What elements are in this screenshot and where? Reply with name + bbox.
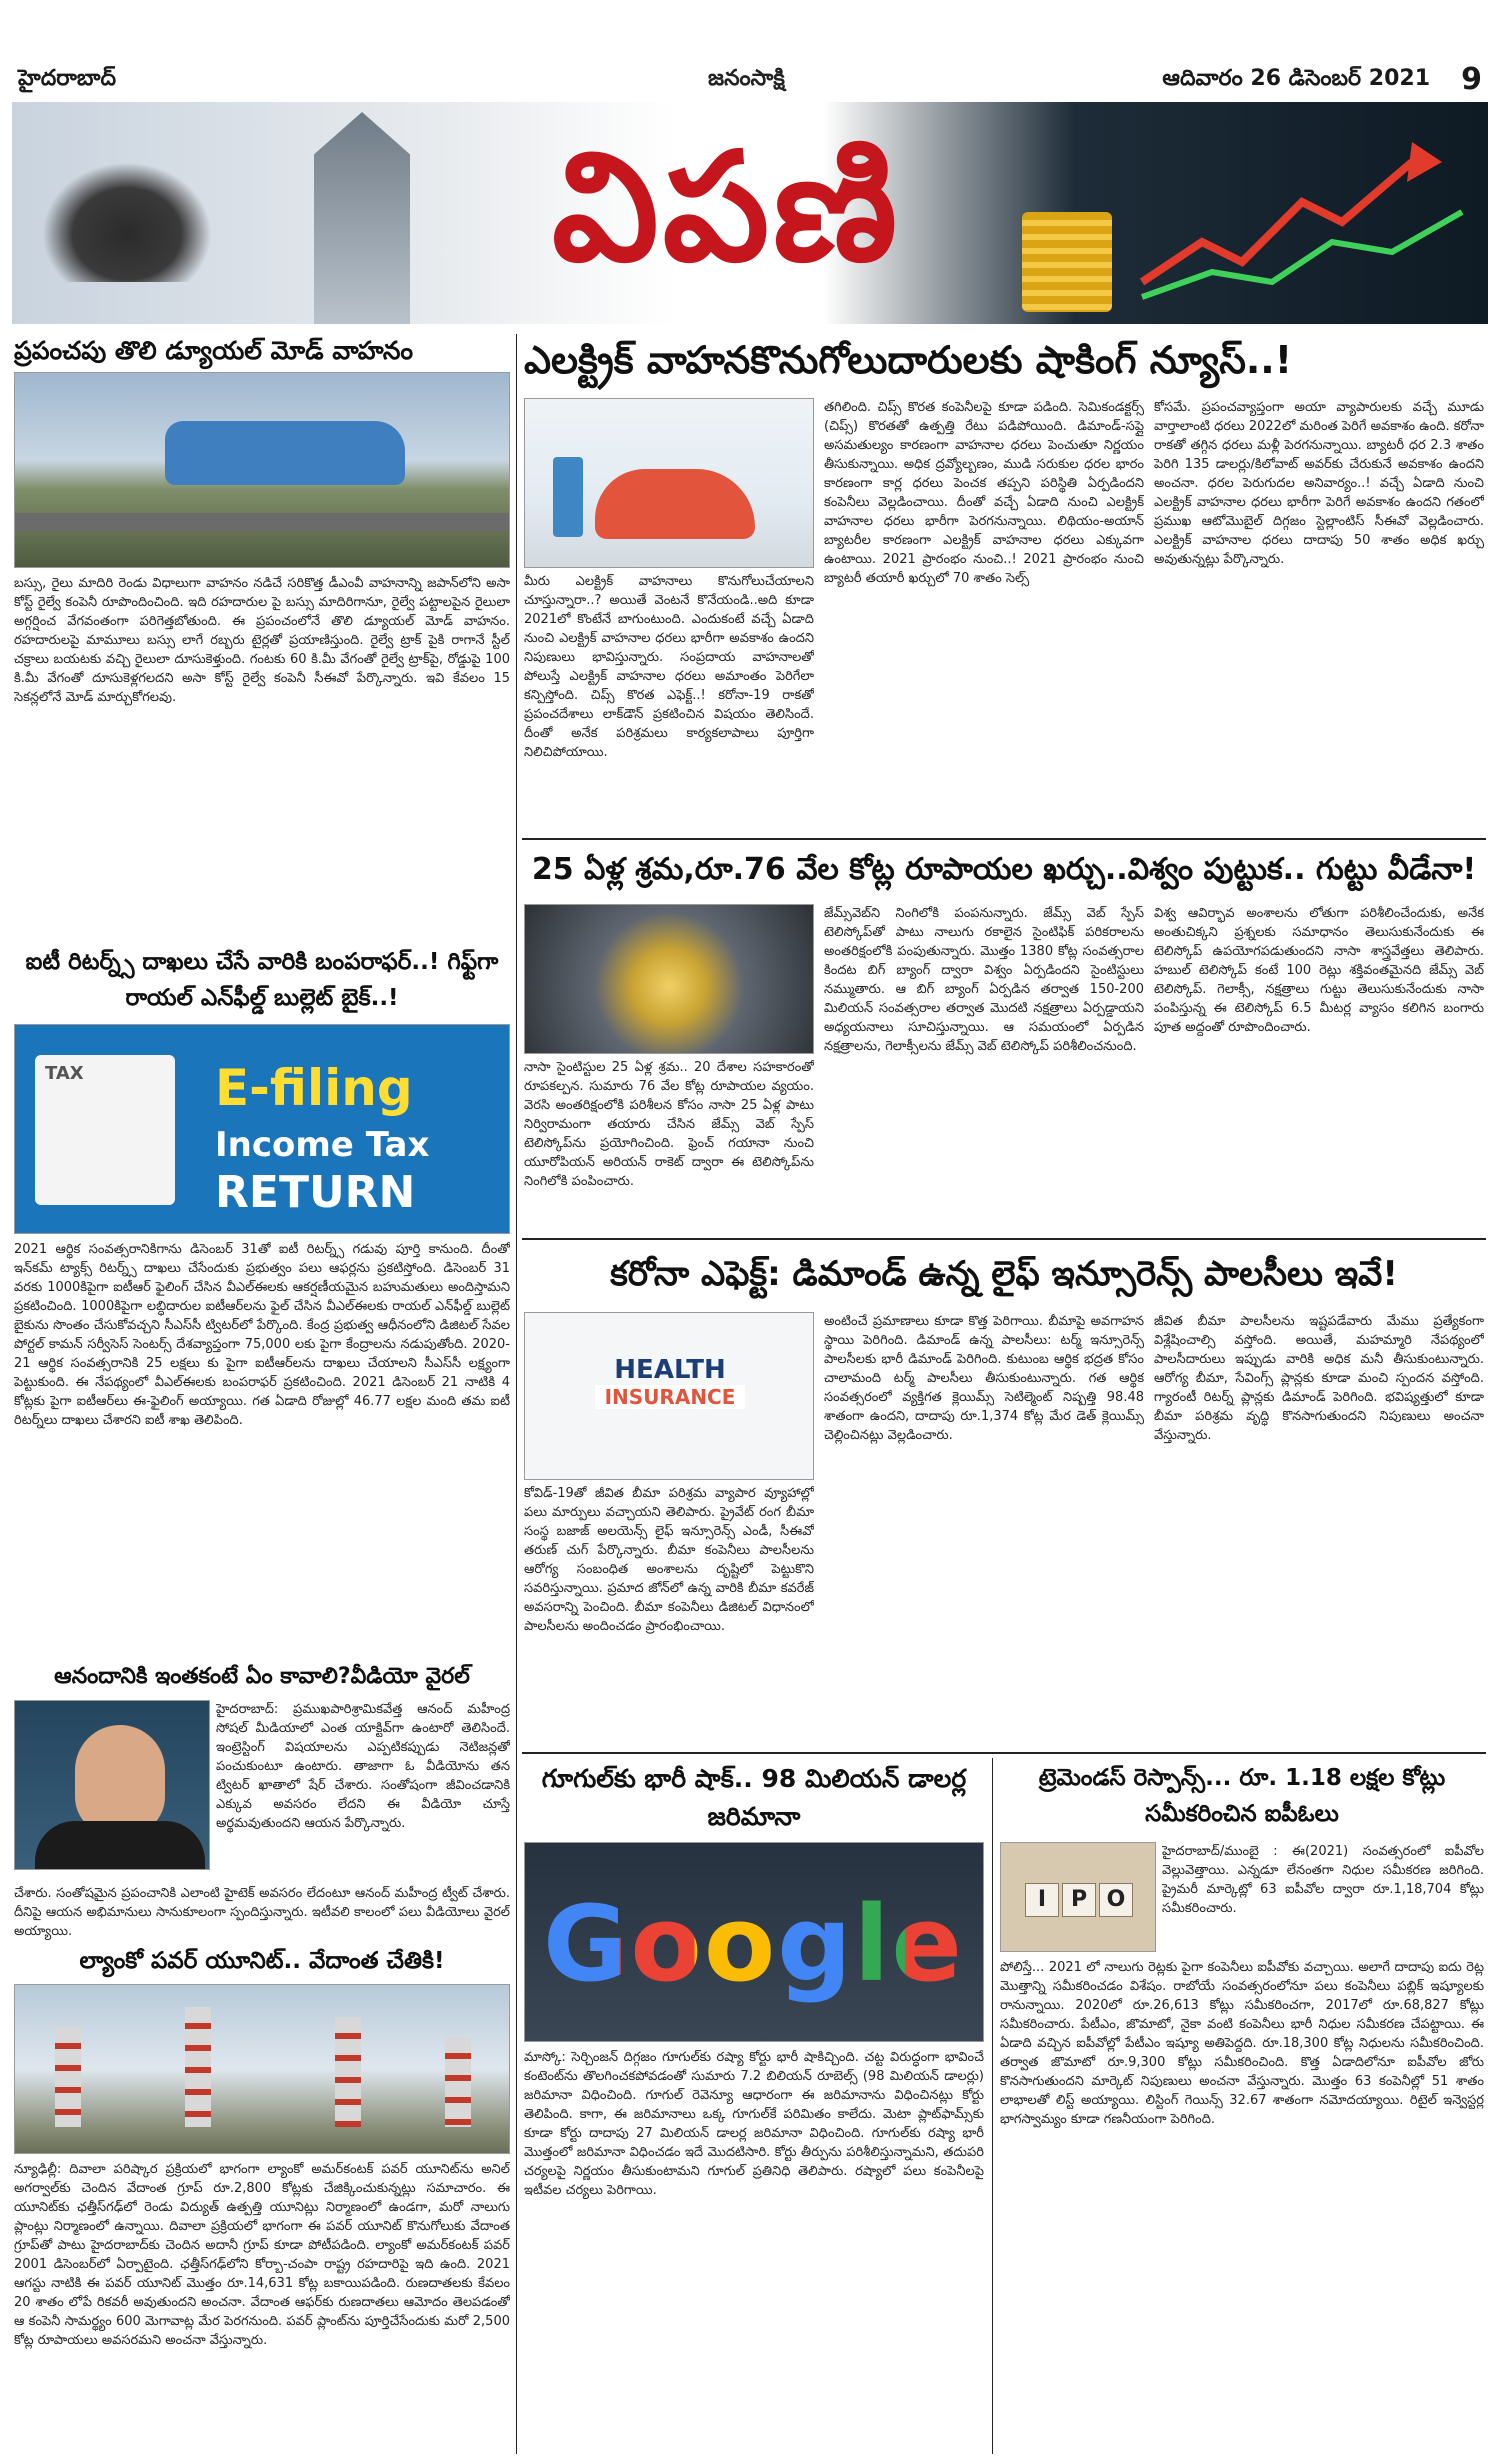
- letter-block: O: [1099, 1883, 1133, 1917]
- article-dual-mode-body: బస్సు, రైలు మాదిరి రెండు విధాలుగా వాహనం నడిచే సరికొత్త డీఎంవీ వాహనాన్ని జపాన్‌లోని అసా కోస్ట్ రైల్వే కంపెనీ రూపొందించింది. ఇది రహదారుల పై బస్సు మాదిరిగానూ, రైల్వే పట్టాలపైన రైలులా అగ్గర్షించ వేగవంతంగా పరిగెత్తబోతుంది. ఈ ప్రపంచంలోనే తొలి డ్యూయల్ మోడ్ వాహనం. రహదారులపై మామూలు బస్సు లాగే రబ్బరు టైర్లతో ప్రయాణిస్తుంది. రైల్వే ట్రాక్ పైకి రాగానే స్టీల్ చక్రాలు బయటకు వచ్చి రైలులా దూసుకెళ్తుంది. గంటకు 60 కి.మీ వేగంతో రైల్వే ట్రాక్‌పై, రోడ్డుపై 100 కి.మీ వేగంతో దూసుకెళ్లగలదని అసా కోస్ట్ రైల్వే కంపెనీ సీఈవో పేర్కొన్నారు. ఇవి కేవలం 15 సెకన్లలోనే మోడ్ మార్చుకోగలవు.: [14, 576, 510, 705]
- efiling-word: E-filing: [215, 1059, 413, 1117]
- section-divider: [522, 1752, 1486, 1754]
- ipo-blocks-photo: [1000, 1842, 1156, 1952]
- section-title: విపణి: [552, 121, 902, 295]
- article-covid-col1: కోవిడ్-19తో జీవిత బీమా పరిశ్రమ వ్యాపార వ్యూహాల్లో పలు మార్పులు వచ్చాయని తెలిపారు. ప్రైవేట్ రంగ బీమా సంస్థ బజాజ్ అలయెన్స్ లైఫ్ ఇన్సూరెన్స్ ఎండీ, సీఈవో తరుణ్ చుగ్ పేర్కొన్నారు. బీమా కంపెనీలు పాలసీలను ఆరోగ్య సంబంధిత అంశాలను దృష్టిలో పెట్టుకొని సవరిస్తున్నాయి. ప్రమాద జోన్‌లో ఉన్న వారికి బీమా కవరేజ్ అవసరాన్ని పెంచింది. బీమా కంపెనీలు డిజిటల్ విధానంలో పాలసీలను అందించడం ప్రారంభించాయి.: [524, 1486, 814, 1634]
- article-ipo-intro: హైదరాబాద్/ముంబై : ఈ(2021) సంవత్సరంలో ఐపీవోల వెల్లువెత్తాయి. ఎన్నడూ లేనంతగా నిధుల సమీకరణ జరిగింది. ప్రైమరీ మార్కెట్లో 63 ఐపీవోల ద్వారా రూ.1,18,704 కోట్లు సమీకరించారు.: [1162, 1844, 1484, 1916]
- article-ev-col1: మీరు ఎలక్ట్రిక్ వాహనాలు కొనుగోలుచేయాలని చూస్తున్నారా..? అయితే వెంటనే కొనేయండి..అది కూడా 2021లో కొంటేనే బాగుంటుంది. ఎందుకంటే వచ్చే ఏడాది నుంచి ఎలక్ట్రిక్ వాహనాల ధరలు భారీగా అవకాశం ఉందని నిపుణులు భావిస్తున్నారు. సంప్రదాయ వాహనాలతో పోలుస్తే ఎలక్ట్రిక్ వాహనాల ధరలు అమాంతం పెరిగేలా కన్పిస్తోంది. చిప్స్ కొరత ఎఫెక్ట్..! కరోనా-19 రాకతో ప్రపంచదేశాలు లాక్‌డౌన్ ప్రకటించిన విషయం తెలిసిందే. దీంతో అనేక పరిశ్రమలు కార్యకలాపాలు పూర్తిగా నిలిచిపోయాయి.: [524, 574, 814, 760]
- tax-tag: TAX: [45, 1063, 84, 1084]
- masthead-date: ఆదివారం 26 డిసెంబర్ 2021: [1162, 66, 1430, 91]
- chimney-shape: [55, 2027, 81, 2127]
- return-word: RETURN: [215, 1167, 416, 1218]
- section-divider: [522, 838, 1486, 840]
- article-ev-col2: తగిలింది. చిప్స్ కొరత కంపెనీలపై కూడా పడింది. సెమికండక్టర్స్ (చిప్స్) కొరతతో ఉత్పత్తి రేటు పడిపోయింది. డిమాండ్-సప్లై అసమతుల్యం కారణంగా వాహనాల ధరలు పెంచుతూ నిర్ణయం తీసుకున్నాయి. అధిక ద్రవ్యోల్బణం, ముడి సరుకుల ధరల భారం కారణంగా కార్ల ధరలు పెంచక తప్పని పరిస్థితి ఏర్పడిందని కంపెనీలు వెల్లడించాయి. దీంతో వచ్చే ఏడాది నుంచి ఎలక్ట్రిక్ వాహనాల ధరలు భారీగా పెరగనున్నాయి. లిథియం-అయాన్ బ్యాటరీల కారణంగా ఎలక్ట్రిక్ వాహనాల ధరలు ఎక్కువగా ఉంటాయి. 2021 ప్రారంభం నుంచి..! 2021 ప్రారంభం నుంచి బ్యాటరీ తయారీ ఖర్చులో 70 శాతం సెల్స్: [824, 400, 1144, 586]
- efiling-photo: [14, 1024, 510, 1234]
- telescope-photo: [524, 904, 814, 1054]
- page-number: 9: [1461, 62, 1482, 97]
- masthead-paper-name: జనంసాక్షి: [708, 66, 785, 91]
- article-ev-col3: కోసమే. ప్రపంచవ్యాప్తంగా అయా వ్యాపారులకు వచ్చే మూడు వార్తాలాంటి ధరలు 2022లో మరింత పెరిగే అవకాశం ఉంది. కరోనా రాకతో తగ్గిన ధరలు మళ్లీ పెరగనున్నాయి. బ్యాటరీ ధర 2.3 శాతం పెరిగి 135 డాలర్లు/కిలోవాట్ అవర్‌కు చేరుకునే అవకాశం ఉందని అంచనా. ధరల పెరుగుదల అనివార్యం..! వచ్చే ఏడాది నుంచి ఎలక్ట్రిక్ వాహనాల ధరలు భారీగా పెరిగే అవకాశం ఉందని గతంలో ప్రముఖ ఆటోమొబైల్ దిగ్గజం స్టెల్లాంటిస్ సీఈవో వెల్లడించారు. ఎలక్ట్రిక్ వాహనాల ధరలు దాదాపు 50 శాతం అధిక ఖర్చు అవుతున్నట్లు పేర్కొన్నారు.: [1154, 400, 1484, 567]
- column-divider: [516, 334, 517, 2454]
- google-logo: Google: [543, 1883, 964, 2005]
- headline-covid-insurance: కరోనా ఎఫెక్ట్: డిమాండ్ ఉన్న లైఫ్ ఇన్సూరెన్స్ పాలసీలు ఇవే!: [610, 1254, 1398, 1294]
- stock-exchange-building-illustration: [282, 112, 442, 324]
- article-anand-body: హైదరాబాద్: ప్రముఖపారిశ్రామికవేత్త ఆనంద్ మహీంద్ర సోషల్ మీడియాలో ఎంత యాక్టివ్‌గా ఉంటారో తెలిసిందే. ఇంట్రెస్టింగ్ విషయాలను ఎప్పటికప్పుడు నెటిజన్లతో పంచుకుంటూ ఉంటారు. తాజాగా ఓ వీడియోను తన ట్విటర్ ఖాతాలో షేర్ చేశారు. సంతోషంగా జీవించడానికి ఎక్కువ అవసరం లేదని ఈ వీడియో చూస్తే అర్థమవుతుందని ఆయన పేర్కొన్నారు.: [216, 1702, 510, 1831]
- rail-track-shape: [15, 513, 509, 531]
- health-insurance-photo: [524, 1312, 814, 1480]
- headline-google-fine: గూగుల్‌కు భారీ షాక్.. 98 మిలియన్ డాలర్ల జరిమానా: [541, 1764, 967, 1831]
- car-icon: [595, 469, 755, 539]
- dual-mode-vehicle-photo: [14, 372, 510, 568]
- portrait-suit: [35, 1821, 205, 1870]
- article-jwst-col3: విశ్వ ఆవిర్భావ అంశాలను లోతుగా పరిశీలించేందుకు, అనేక అంతుచిక్కని ప్రశ్నలకు సమాధానం తెలుసుకునేందుకు ఈ టెలిస్కోప్ ఉపయోగపడుతుందని నాసా శాస్త్రవేత్తలు తెలిపారు. హబుల్ టెలిస్కోప్ కంటే 100 రెట్లు శక్తివంతమైనది జేమ్స్ వెబ్ టెలిస్కోప్. గెలాక్సీ, నక్షత్రాలు గుట్టు తెలుసుకునేందుకు నాసా పంపిస్తున్న ఈ టెలిస్కోప్ 6.5 మీటర్ల వ్యాసం కలిగిన బంగారు పూత అద్దంతో రూపొందించారు.: [1154, 906, 1484, 1035]
- headline-ipo: ట్రెమెండస్ రెస్పాన్స్... రూ. 1.18 లక్షల కోట్లు సమీకరించిన ఐపీఓలు: [1038, 1765, 1446, 1827]
- headline-ev-news: ఎలక్ట్రిక్ వాహనకొనుగోలుదారులకు షాకింగ్ న్యూస్..!: [524, 338, 1293, 382]
- article-covid-col3: జీవిత బీమా పాలసీలను ఇష్టపడేవారు మేము ప్రత్యేకంగా విశ్లేషించాల్సి వస్తోంది. అయితే, మహమ్మారి నేపథ్యంలో పాలసీదారులు ఇప్పుడు వారికి అధిక మనీ తీసుకుంటున్నారు. ఆరోగ్య బీమా, సేవింగ్స్ ప్లాన్లకు కూడా మంచి స్పందన వస్తోంది. గ్యారంటీ రిటర్న్ ప్లాన్లకు డిమాండ్ పెరిగింది. భవిష్యత్తులో కూడా బీమా పరిశ్రమ వృద్ధి కొనసాగుతుందని నిపుణులు అంచనా వేస్తున్నారు.: [1154, 1314, 1484, 1443]
- stock-chart-illustration: [1132, 122, 1482, 312]
- bus-shape: [165, 421, 405, 485]
- headline-dual-mode: ప్రపంచపు తొలి డ్యూయల్ మోడ్ వాహనం: [14, 336, 414, 365]
- power-plant-photo: [14, 1984, 510, 2154]
- charging-station-icon: [553, 457, 583, 537]
- column-divider: [992, 1758, 993, 2454]
- section-banner: [12, 102, 1488, 324]
- chimney-shape: [445, 2037, 471, 2127]
- headline-itr-offer: ఐటీ రిటర్న్స్ దాఖలు చేసే వారికి బంపరాఫర్..! గిఫ్ట్‌గా రాయల్ ఎన్‌ఫీల్డ్ బుల్లెట్ బైక్..!: [25, 949, 499, 1011]
- chimney-shape: [335, 2017, 361, 2127]
- article-jwst-col2: జేమ్స్‌వెబ్‌ని నింగిలోకి పంపనున్నారు. జేమ్స్ వెబ్ స్పేస్ టెలిస్కోప్‌తో పాటు నాలుగు రకాలైన సైంటిఫిక్ పరికరాలను అంతరిక్షంలోకి పంపుతున్నారు. మొత్తం 1380 కోట్ల సంవత్సరాల కిందట బిగ్ బ్యాంగ్ ద్వారా విశ్వం ఏర్పడిందని సైంటిస్టులు నమ్ముతారు. ఆ బిగ్ బ్యాంగ్ ఏర్పడిన తర్వాత 150-200 మిలియన్ సంవత్సరాల తర్వాత మొదటి నక్షత్రాలు ఏర్పడ్డాయని అధ్యయనాలు సూచిస్తున్నాయి. ఆ సమయంలో ఏర్పడిన నక్షత్రాలను, గెలాక్సీలను జేమ్స్ వెబ్ టెలిస్కోప్ పరిశీలించనుంది.: [824, 906, 1144, 1054]
- headline-anand-mahindra: ఆనందానికి ఇంతకంటే ఏం కావాలి?వీడియో వైరల్: [54, 1664, 470, 1689]
- anand-mahindra-photo: [14, 1700, 210, 1870]
- bull-illustration: [42, 162, 212, 282]
- article-lanco-body: న్యూఢిల్లీ: దివాలా పరిష్కార ప్రక్రియలో భాగంగా ల్యాంకో అమర్‌కంటక్ పవర్ యూనిట్‌ను అనిల్ అగర్వాల్‌కు చెందిన వేదాంత గ్రూప్ రూ.2,800 కోట్లకు చేజిక్కించుకున్నట్లు సమాచారం. ఈ యూనిట్‌కు ఛత్తీస్‌గఢ్‌లో రెండు విద్యుత్ ఉత్పత్తి యూనిట్లు నిర్మాణంలో ఉండగా, మరో నాలుగు ప్లాంట్లు నిర్మాణంలో ఉన్నాయి. దివాలా ప్రక్రియలో భాగంగా ఈ పవర్ యూనిట్ కొనుగోలుకు వేదాంత గ్రూప్‌తో పాటు హైదరాబాద్‌కు చెందిన అదానీ గ్రూప్ కూడా పోటీపడింది. ల్యాంకో అమర్‌కంటక్ పవర్ 2001 డిసెంబర్‌లో ఏర్పాటైంది. ఛత్తీస్‌గఢ్‌లోని కోర్బా-చంపా రాష్ట్ర రహదారిపై ఇది ఉంది. 2021 ఆగస్టు నాటికి ఈ పవర్ యూనిట్ మొత్తం రూ.14,631 కోట్ల బకాయిపడింది. రుణదాతలకు కేవలం 20 శాతం లోపే రికవరీ అవుతుందని అంచనా. వేదాంత ఆఫర్‌కు రుణదాతలు ఆమోదం తెలపడంతో ఆ కంపెనీ సామర్థ్యం 600 మెగావాట్ల మేర పెరగనుంది. పవర్ ప్లాంట్‌ను పూర్తిచేసేందుకు మరో 2,500 కోట్ల రూపాయలు అవసరమని అంచనా వేస్తున్నారు.: [14, 2162, 510, 2348]
- masthead-city: హైదరాబాద్: [18, 66, 116, 91]
- article-covid-col2: అంటించే ప్రమాణాలు కూడా కొత్త పెరిగాయి. బీమాపై అవగాహన స్థాయి పెరిగింది. డిమాండ్ ఉన్న పాలసీలు: టర్మ్ ఇన్సూరెన్స్ పాలసీలకు భారీ డిమాండ్ పెరిగింది. కుటుంబ ఆర్థిక భద్రత కోసం చాలామంది టర్మ్ పాలసీలు తీసుకుంటున్నారు. గత ఆర్థిక సంవత్సరంలో వ్యక్తిగత క్లెయిమ్స్ సెటిల్మెంట్ నిష్పత్తి 98.48 శాతంగా ఉందని, దాదాపు రూ.1,374 కోట్ల మేర డెత్ క్లెయిమ్స్ చెల్లించినట్లు వెల్లడించారు.: [824, 1314, 1144, 1443]
- ev-car-photo: [524, 398, 814, 568]
- letter-block: P: [1062, 1883, 1096, 1917]
- income-tax-word: Income Tax: [215, 1125, 430, 1165]
- letter-block: I: [1025, 1883, 1059, 1917]
- article-ipo-body: పోలిస్తే... 2021 లో నాలుగు రెట్లకు పైగా కంపెనీలు ఐపీవోకు వచ్చాయి. అలాగే దాదాపు ఐదు రెట్ల మొత్తాన్ని సమీకరించడం విశేషం. రాబోయే సంవత్సరంలోనూ పలు కంపెనీలు పబ్లిక్ ఇష్యూలకు రానున్నాయి. 2020లో రూ.26,613 కోట్లు సమీకరించగా, 2017లో రూ.68,827 కోట్లు సమీకరించారు. పేటీఎం, జొమాటో, నైకా వంటి కంపెనీలు భారీ నిధుల సమీకరణ చేపట్టాయి. ఈ ఏడాది వచ్చిన ఐపీవోల్లో పేటీఎం ఇష్యూ అతిపెద్దది. రూ.18,300 కోట్ల నిధులను సమీకరించింది. తర్వాత జొమాటో రూ.9,300 కోట్లు సమీకరించింది. కొత్త ఏడాదిలోనూ ఐపీవోల జోరు కొనసాగుతుందని మార్కెట్ నిపుణులు అంచనా వేస్తున్నారు. మొత్తం 63 కంపెనీల్లో 51 శాతం లాభాలతో లిస్ట్ అయ్యాయి. లిస్టింగ్ గెయిన్స్ 32.67 శాతంగా నమోదయ్యాయి. రిటైల్ ఇన్వెస్టర్ల భాగస్వామ్యం కూడా గణనీయంగా పెరిగింది.: [1000, 1960, 1484, 2127]
- health-word: HEALTH: [614, 1355, 726, 1385]
- masthead: [18, 62, 1482, 100]
- headline-lanco-power: ల్యాంకో పవర్ యూనిట్.. వేదాంత చేతికి!: [79, 1948, 445, 1974]
- article-anand-tail: చేశారు. సంతోషమైన ప్రపంచానికి ఎలాంటి హైటెక్ అవసరం లేదంటూ ఆనంద్ మహీంద్ర ట్వీట్ చేశారు. దీనిపై ఆయన అభిమానులు సానుకూలంగా స్పందిస్తున్నారు. ఇటీవలి కాలంలో పలు వీడియోలు వైరల్ అయ్యాయి.: [14, 1886, 510, 1939]
- calculator-icon: [35, 1055, 175, 1205]
- coin-stack-illustration: [1022, 212, 1112, 312]
- chimney-shape: [185, 2007, 211, 2127]
- section-divider: [522, 1238, 1486, 1240]
- article-jwst-col1: నాసా సైంటిస్టుల 25 ఏళ్ల శ్రమ.. 20 దేశాల సహకారంతో రూపకల్పన. సుమారు 76 వేల కోట్ల రూపాయల వ్యయం. వెరసి అంతరిక్షంలోకి పరిశీలన కోసం నాసా 25 ఏళ్ల పాటు నిర్విరామంగా తయారు చేసిన జేమ్స్ వెబ్ స్పేస్ టెలిస్కోప్‌ను ప్రయోగించింది. ఫ్రెంచ్ గయానా నుంచి యూరోపియన్ అరియన్ రాకెట్ ద్వారా ఈ టెలిస్కోప్‌ను నింగిలోకి పంపించారు.: [524, 1060, 814, 1189]
- headline-jwst: 25 ఏళ్ల శ్రమ,రూ.76 వేల కోట్ల రూపాయల ఖర్చు..విశ్వం పుట్టుక.. గుట్టు వీడేనా!: [531, 852, 1477, 887]
- article-google-body: మాస్కో: సెర్చింజన్ దిగ్గజం గూగుల్‌కు రష్యా కోర్టు భారీ షాకిచ్చింది. చట్ట విరుద్ధంగా భావించే కంటెంట్‌ను తొలగించకపోవడంతో సుమారు 7.2 బిలియన్ రూబెల్స్ (98 మిలియన్ డాలర్లు) జరిమానా విధించింది. గూగుల్ రెవెన్యూ ఆధారంగా ఈ జరిమానాను విధించినట్లు కోర్టు తెలిపింది. కాగా, ఈ జరిమానాలు ఒక్క గూగుల్‌కే పరిమితం కాలేదు. మెటా ప్లాట్‌ఫామ్స్‌కు కూడా కోర్టు దాదాపు 27 మిలియన్ డాలర్ల జరిమానా విధించింది. గూగుల్‌కు రష్యా భారీ మొత్తంలో జరిమానా విధించడం ఇదే మొదటిసారి. కోర్టు తీర్పును పరిశీలిస్తున్నామని, తదుపరి చర్యలపై నిర్ణయం తీసుకుంటామని గూగుల్ ప్రతినిధి తెలిపారు. రష్యాలో పలు కంపెనీలపై ఇటీవల చర్యలు పెరిగాయి.: [524, 2050, 984, 2198]
- article-itr-body: 2021 ఆర్థిక సంవత్సరానికిగాను డిసెంబర్ 31తో ఐటీ రిటర్న్స్ గడువు పూర్తి కానుంది. దీంతో ఇన్‌కమ్ ట్యాక్స్ రిటర్న్స్ దాఖలు చేసేందుకు ప్రభుత్వం పలు ఆఫర్లను ప్రకటిస్తోంది. డిసెంబర్ 31 వరకు 1000కిపైగా ఐటీఆర్ ఫైలింగ్ చేసిన వీఎల్ఈలకు ఆకర్షణీయమైన బహుమతులు అందిస్తామని ప్రకటించింది. 1000కిపైగా లబ్ధిదారుల ఐటీఆర్‌లను ఫైల్ చేసిన వీఎల్ఈలకు రాయల్ ఎన్‌ఫీల్డ్ బుల్లెట్ బైకును సొంతం చేసుకోవచ్చని సీఎస్‌సీ ట్విటర్‌లో పేర్కొంది. కేంద్ర ప్రభుత్వ ఆధీనంలోని డిజిటల్ సేవల పోర్టల్ కామన్ సర్వీసెస్ సెంటర్స్ దేశవ్యాప్తంగా 75,000 లకు పైగా కేంద్రాలను నడుపుతోంది. 2020-21 ఆర్థిక సంవత్సరానికి 25 లక్షలు కు పైగా ఐటీఆర్‌లను దాఖలు చేయాలని సీఎస్‌సీ లక్ష్యంగా పెట్టుకుంది. ఈ నేపథ్యంలో వీఎల్ఈలకు బంపరాఫర్ ప్రకటించింది. 2021 డిసెంబర్ 21 నాటికి 4 కోట్లకు పైగా ఐటీఆర్‌లు ఈ-ఫైలింగ్ అయ్యాయి. గత ఏడాది రోజుల్లో 46.77 లక్షల మంది తమ ఐటీ రిటర్న్‌లు దాఖలు చేశారని ఐటీ శాఖ తెలిపింది.: [14, 1242, 510, 1428]
- google-logo-photo: [524, 1842, 984, 2042]
- trend-arrow-icon: [1132, 122, 1482, 312]
- insurance-word: INSURANCE: [595, 1385, 745, 1409]
- portrait-face: [75, 1725, 165, 1835]
